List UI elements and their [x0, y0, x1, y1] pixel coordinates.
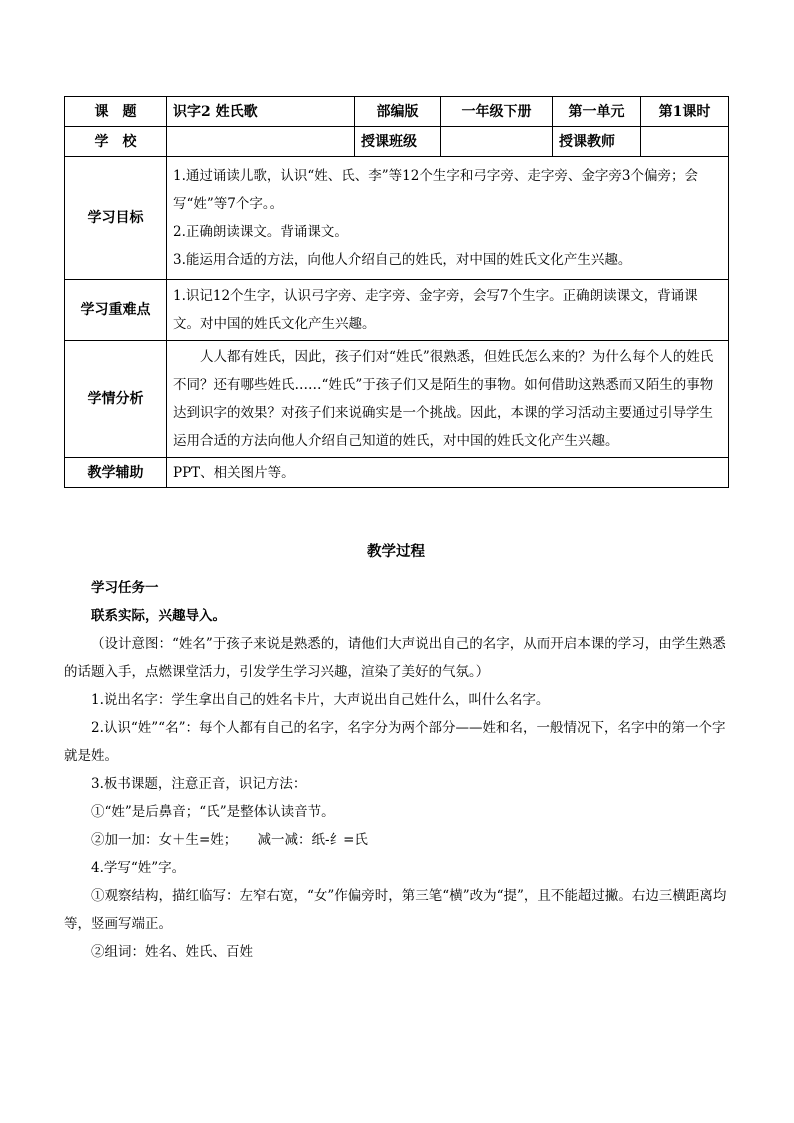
- objectives-row: [65, 157, 729, 280]
- objectives-label: 学习目标: [65, 157, 167, 280]
- analysis-text: 人人都有姓氏，因此，孩子们对“姓氏”很熟悉，但姓氏怎么来的？为什么每个人的姓氏不同？还有哪些姓氏……“姓氏”于孩子们又是陌生的事物。如何借助这熟悉而又陌生的事物达到识字的效果？对孩子们来说确实是一个挑战。因此，本课的学习活动主要通过引导学生运用合适的方法向他人介绍自己知道的姓氏，对中国的姓氏文化产生兴趣。: [173, 349, 714, 449]
- course-label: 课 题: [65, 97, 167, 127]
- key-points-row: [65, 280, 729, 341]
- step-3b: ②加一加：女＋生=姓； 减一减：纸-纟=氏: [91, 832, 368, 848]
- grade: 一年级下册: [441, 97, 553, 127]
- teacher-label: 授课教师: [553, 127, 641, 157]
- aids-row: [65, 458, 729, 488]
- edition: 部编版: [355, 97, 441, 127]
- objective-2: 2.正确朗读课文。背诵课文。: [173, 224, 348, 240]
- step-2: 2.认识“姓”“名”：每个人都有自己的名字，名字分为两个部分——姓和名，一般情况下，名字中的第一个字就是姓。: [64, 720, 726, 764]
- teaching-process-section: [64, 538, 728, 966]
- step-4: 4.学写“姓”字。: [91, 860, 186, 876]
- aids-label: 教学辅助: [65, 458, 167, 488]
- step-3: 3.板书课题，注意正音，识记方法：: [91, 776, 307, 792]
- objective-3: 3.能运用合适的方法，向他人介绍自己的姓氏，对中国的姓氏文化产生兴趣。: [173, 252, 632, 268]
- task-subtitle: 联系实际，兴趣导入。: [91, 608, 226, 624]
- teacher-value: [641, 127, 729, 157]
- lesson-title: 识字2 姓氏歌: [167, 97, 355, 127]
- unit: 第一单元: [553, 97, 641, 127]
- school-row: [65, 127, 729, 157]
- task-heading: 学习任务一: [91, 580, 159, 596]
- school-value: [167, 127, 355, 157]
- step-4a: ①观察结构，描红临写：左窄右宽，“女”作偏旁时，第三笔“横”改为“提”，且不能超过撇。右边三横距离均等，竖画写端正。: [64, 888, 727, 932]
- class-value: [441, 127, 553, 157]
- step-3a: ①“姓”是后鼻音；“氏”是整体认读音节。: [91, 804, 335, 820]
- step-1: 1.说出名字：学生拿出自己的姓名卡片，大声说出自己姓什么，叫什么名字。: [91, 692, 550, 708]
- school-label: 学 校: [65, 127, 167, 157]
- aids-text: PPT、相关图片等。: [167, 458, 729, 488]
- objectives-content: [167, 157, 729, 280]
- objective-1: 1.通过诵读儿歌，认识“姓、氏、李”等12个生字和弓字旁、走字旁、金字旁3个偏旁；会写“姓”等7个字。。: [173, 168, 698, 212]
- lesson-info-table: [64, 96, 729, 488]
- key-points-text: 1.识记12个生字，认识弓字旁、走字旁、金字旁，会写7个生字。正确朗读课文，背诵课文。对中国的姓氏文化产生兴趣。: [173, 288, 698, 332]
- analysis-content: [167, 341, 729, 458]
- period: 第1课时: [641, 97, 729, 127]
- class-label: 授课班级: [355, 127, 441, 157]
- key-points-content: [167, 280, 729, 341]
- analysis-label: 学情分析: [65, 341, 167, 458]
- process-title: 教学过程: [367, 543, 425, 560]
- design-intent: （设计意图：“姓名”于孩子来说是熟悉的，请他们大声说出自己的名字，从而开启本课的学习，由学生熟悉的话题入手，点燃课堂活力，引发学生学习兴趣，渲染了美好的气氛。）: [64, 636, 726, 680]
- step-4b: ②组词：姓名、姓氏、百姓: [91, 944, 253, 960]
- header-row: [65, 97, 729, 127]
- key-points-label: 学习重难点: [65, 280, 167, 341]
- analysis-row: [65, 341, 729, 458]
